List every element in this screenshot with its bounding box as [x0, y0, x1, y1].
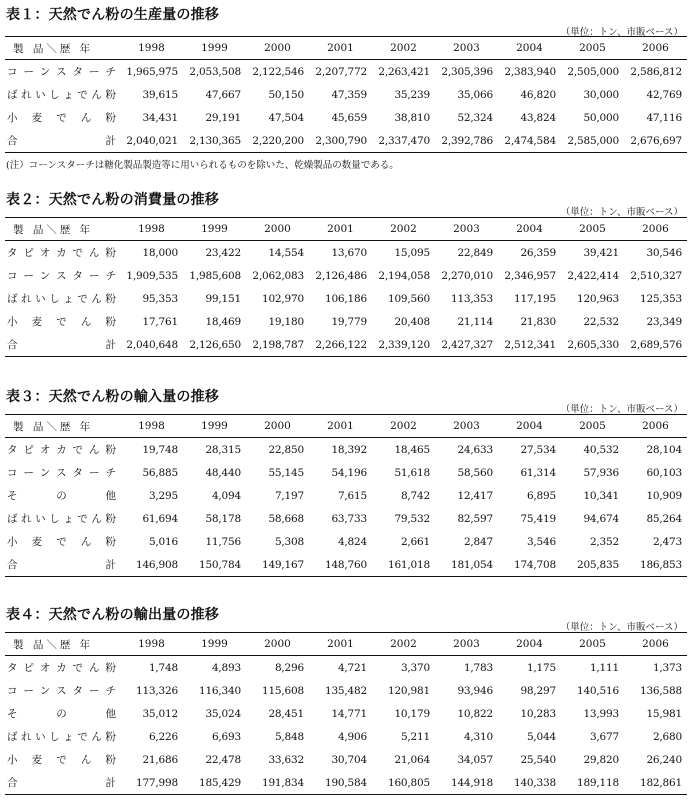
column-header-year: 2002 [372, 415, 435, 438]
data-cell: 43,824 [520, 111, 556, 124]
data-cell: 75,419 [520, 512, 556, 525]
data-cell: 12,417 [457, 489, 493, 502]
data-cell: 22,532 [583, 315, 619, 328]
data-cell: 52,324 [457, 111, 493, 124]
column-header-year: 2000 [246, 415, 309, 438]
data-cell: 2,847 [463, 535, 493, 548]
data-cell: 181,054 [435, 553, 498, 577]
data-cell: 30,704 [331, 753, 367, 766]
data-cell: 11,756 [205, 535, 241, 548]
column-header-year: 1999 [183, 218, 246, 241]
data-cell: 6,895 [526, 489, 556, 502]
row-label: ばれいしょでん粉 [7, 89, 116, 101]
data-cell: 82,597 [457, 512, 493, 525]
data-cell: 3,546 [526, 535, 556, 548]
table-row [5, 679, 687, 702]
data-cell: 2,053,508 [189, 65, 241, 78]
data-cell: 1,965,975 [126, 65, 178, 78]
data-cell: 14,554 [268, 246, 304, 259]
column-header-year: 2002 [372, 37, 435, 60]
column-header-year: 2000 [246, 218, 309, 241]
table-row [5, 241, 687, 265]
data-cell: 45,659 [331, 111, 367, 124]
table-row [5, 83, 687, 106]
data-cell: 3,295 [148, 489, 178, 502]
table-1-title: 表１：天然でん粉の生産量の推移 [6, 7, 219, 23]
table-row [5, 129, 687, 153]
data-cell: 205,835 [561, 553, 624, 577]
column-header-year: 2001 [309, 218, 372, 241]
column-header-year: 2005 [561, 218, 624, 241]
column-header-year: 2001 [309, 37, 372, 60]
column-header-year: 2001 [309, 633, 372, 656]
data-cell: 21,686 [142, 753, 178, 766]
column-header-year: 2004 [498, 633, 561, 656]
column-header-year: 2005 [561, 633, 624, 656]
data-cell: 2,337,470 [372, 129, 435, 153]
column-header-year: 2003 [435, 218, 498, 241]
table-2-title: 表２：天然でん粉の消費量の推移 [6, 192, 219, 208]
data-cell: 23,349 [646, 315, 682, 328]
row-label: コーンスターチ [7, 685, 116, 697]
data-cell: 26,240 [646, 753, 682, 766]
data-cell: 2,422,414 [567, 269, 619, 282]
data-cell: 2,427,327 [435, 333, 498, 357]
data-cell: 4,094 [211, 489, 241, 502]
data-cell: 19,180 [268, 315, 304, 328]
data-cell: 150,784 [183, 553, 246, 577]
data-cell: 28,315 [205, 443, 241, 456]
column-header-year: 2003 [435, 415, 498, 438]
data-cell: 21,830 [520, 315, 556, 328]
table-row [5, 333, 687, 357]
data-cell: 2,270,010 [441, 269, 493, 282]
column-header-year: 2000 [246, 37, 309, 60]
data-cell: 125,353 [639, 292, 682, 305]
data-cell: 13,670 [331, 246, 367, 259]
data-cell: 2,126,650 [183, 333, 246, 357]
table-2 [5, 217, 687, 357]
table-1-note: (注）コーンスターチは糖化製品製造等に用いられるものを除いた、乾燥製品の数量である。 [6, 160, 399, 171]
data-cell: 50,000 [583, 111, 619, 124]
data-cell: 2,040,648 [120, 333, 183, 357]
table-row [5, 60, 687, 84]
data-cell: 13,993 [583, 707, 619, 720]
data-cell: 30,546 [646, 246, 682, 259]
data-cell: 24,633 [457, 443, 493, 456]
table-3-unit: （単位：トン、市販ベース） [560, 404, 683, 415]
column-header-year: 2000 [246, 633, 309, 656]
data-cell: 56,885 [142, 466, 178, 479]
table-row [5, 656, 687, 680]
data-cell: 58,668 [268, 512, 304, 525]
data-cell: 5,044 [526, 730, 556, 743]
data-cell: 115,608 [261, 684, 304, 697]
row-label: タピオカでん粉 [7, 662, 116, 674]
column-header-product-year: 製 品＼歴 年 [5, 37, 120, 60]
table-row [5, 702, 687, 725]
data-cell: 1,373 [652, 661, 682, 674]
data-cell: 5,308 [274, 535, 304, 548]
data-cell: 102,970 [261, 292, 304, 305]
data-cell: 1,909,535 [126, 269, 178, 282]
row-label: 小麦でん粉 [7, 316, 116, 328]
row-label: その他 [7, 708, 116, 720]
data-cell: 34,057 [457, 753, 493, 766]
data-cell: 94,674 [583, 512, 619, 525]
data-cell: 2,207,772 [315, 65, 367, 78]
data-cell: 18,000 [142, 246, 178, 259]
table-row [5, 771, 687, 795]
data-cell: 58,178 [205, 512, 241, 525]
data-cell: 2,122,546 [252, 65, 304, 78]
data-cell: 2,300,790 [309, 129, 372, 153]
row-label: ばれいしょでん粉 [7, 293, 116, 305]
data-cell: 22,478 [205, 753, 241, 766]
data-cell: 18,469 [205, 315, 241, 328]
table-row [5, 287, 687, 310]
data-cell: 42,769 [646, 88, 682, 101]
data-cell: 35,012 [142, 707, 178, 720]
data-cell: 7,615 [337, 489, 367, 502]
data-cell: 50,150 [268, 88, 304, 101]
column-header-year: 1999 [183, 633, 246, 656]
data-cell: 47,359 [331, 88, 367, 101]
data-cell: 6,693 [211, 730, 241, 743]
data-cell: 7,197 [274, 489, 304, 502]
data-cell: 19,748 [142, 443, 178, 456]
data-cell: 4,906 [337, 730, 367, 743]
row-label: 小麦でん粉 [7, 112, 116, 124]
column-header-year: 2004 [498, 415, 561, 438]
data-cell: 161,018 [372, 553, 435, 577]
data-cell: 48,440 [205, 466, 241, 479]
data-cell: 61,314 [520, 466, 556, 479]
data-cell: 2,505,000 [567, 65, 619, 78]
table-3 [5, 414, 687, 577]
data-cell: 1,175 [526, 661, 556, 674]
column-header-year: 2003 [435, 633, 498, 656]
table-row [5, 264, 687, 287]
data-cell: 2,586,812 [630, 65, 682, 78]
column-header-year: 2001 [309, 415, 372, 438]
column-header-year: 2002 [372, 218, 435, 241]
data-cell: 98,297 [520, 684, 556, 697]
data-cell: 60,103 [646, 466, 682, 479]
data-cell: 46,820 [520, 88, 556, 101]
data-cell: 160,805 [372, 771, 435, 795]
data-cell: 116,340 [198, 684, 241, 697]
row-label: コーンスターチ [7, 270, 116, 282]
data-cell: 2,266,122 [309, 333, 372, 357]
row-label: ばれいしょでん粉 [7, 513, 116, 525]
data-cell: 109,560 [387, 292, 430, 305]
data-cell: 182,861 [624, 771, 687, 795]
column-header-year: 2005 [561, 415, 624, 438]
row-label: タピオカでん粉 [7, 247, 116, 259]
column-header-year: 1998 [120, 37, 183, 60]
table-row [5, 438, 687, 462]
row-label: 合計 [5, 771, 120, 795]
data-cell: 4,310 [463, 730, 493, 743]
table-4-title: 表４：天然でん粉の輸出量の推移 [6, 607, 219, 623]
table-row [5, 530, 687, 553]
data-cell: 99,151 [205, 292, 241, 305]
data-cell: 135,482 [324, 684, 367, 697]
data-cell: 2,194,058 [378, 269, 430, 282]
data-cell: 10,822 [457, 707, 493, 720]
data-cell: 54,196 [331, 466, 367, 479]
data-cell: 144,918 [435, 771, 498, 795]
column-header-year: 2002 [372, 633, 435, 656]
table-1 [5, 36, 687, 153]
data-cell: 27,534 [520, 443, 556, 456]
data-cell: 35,066 [457, 88, 493, 101]
data-cell: 120,963 [576, 292, 619, 305]
table-row [5, 748, 687, 771]
table-row [5, 461, 687, 484]
table-row [5, 310, 687, 333]
data-cell: 34,431 [142, 111, 178, 124]
table-3-title: 表３：天然でん粉の輸入量の推移 [6, 389, 219, 405]
data-cell: 189,118 [561, 771, 624, 795]
column-header-year: 1999 [183, 37, 246, 60]
data-cell: 39,421 [583, 246, 619, 259]
data-cell: 15,095 [394, 246, 430, 259]
data-cell: 5,211 [400, 730, 430, 743]
data-cell: 113,353 [450, 292, 493, 305]
header-row [5, 37, 687, 60]
data-cell: 95,353 [142, 292, 178, 305]
data-cell: 10,909 [646, 489, 682, 502]
data-cell: 15,981 [646, 707, 682, 720]
data-cell: 35,239 [394, 88, 430, 101]
data-cell: 93,946 [457, 684, 493, 697]
data-cell: 2,126,486 [315, 269, 367, 282]
table-2-unit: （単位：トン、市販ベース） [560, 207, 683, 218]
row-label: 小麦でん粉 [7, 754, 116, 766]
data-cell: 17,761 [142, 315, 178, 328]
column-header-year: 1999 [183, 415, 246, 438]
data-cell: 18,465 [394, 443, 430, 456]
row-label: コーンスターチ [7, 66, 116, 78]
data-cell: 4,893 [211, 661, 241, 674]
column-header-year: 2003 [435, 37, 498, 60]
data-cell: 10,179 [394, 707, 430, 720]
data-cell: 3,677 [589, 730, 619, 743]
data-cell: 30,000 [583, 88, 619, 101]
data-cell: 2,263,421 [378, 65, 430, 78]
row-label: 合計 [5, 129, 120, 153]
data-cell: 2,510,327 [630, 269, 682, 282]
column-header-year: 1998 [120, 415, 183, 438]
data-cell: 57,936 [583, 466, 619, 479]
data-cell: 2,220,200 [246, 129, 309, 153]
data-cell: 2,605,330 [561, 333, 624, 357]
data-cell: 1,783 [463, 661, 493, 674]
data-cell: 26,359 [520, 246, 556, 259]
data-cell: 2,130,365 [183, 129, 246, 153]
column-header-product-year: 製 品＼歴 年 [5, 218, 120, 241]
data-cell: 47,504 [268, 111, 304, 124]
table-4 [5, 632, 687, 795]
data-cell: 8,296 [274, 661, 304, 674]
data-cell: 4,721 [337, 661, 367, 674]
table-row [5, 725, 687, 748]
data-cell: 113,326 [135, 684, 178, 697]
row-label: 合計 [5, 333, 120, 357]
column-header-year: 2004 [498, 218, 561, 241]
data-cell: 2,062,083 [252, 269, 304, 282]
data-cell: 136,588 [639, 684, 682, 697]
data-cell: 10,341 [583, 489, 619, 502]
row-label: 合計 [5, 553, 120, 577]
data-cell: 10,283 [520, 707, 556, 720]
data-cell: 29,191 [205, 111, 241, 124]
column-header-year: 2005 [561, 37, 624, 60]
data-cell: 1,748 [148, 661, 178, 674]
column-header-year: 2006 [624, 37, 687, 60]
data-cell: 28,451 [268, 707, 304, 720]
data-cell: 20,408 [394, 315, 430, 328]
data-cell: 2,198,787 [246, 333, 309, 357]
table-row [5, 106, 687, 129]
data-cell: 2,473 [652, 535, 682, 548]
data-cell: 38,810 [394, 111, 430, 124]
data-cell: 149,167 [246, 553, 309, 577]
row-label: コーンスターチ [7, 467, 116, 479]
data-cell: 1,111 [589, 661, 619, 674]
data-cell: 2,346,957 [504, 269, 556, 282]
header-row [5, 218, 687, 241]
data-cell: 117,195 [513, 292, 556, 305]
data-cell: 3,370 [400, 661, 430, 674]
data-cell: 55,145 [268, 466, 304, 479]
data-cell: 47,116 [646, 111, 682, 124]
column-header-year: 2004 [498, 37, 561, 60]
data-cell: 19,779 [331, 315, 367, 328]
data-cell: 2,474,584 [498, 129, 561, 153]
data-cell: 4,824 [337, 535, 367, 548]
header-row [5, 633, 687, 656]
data-cell: 22,850 [268, 443, 304, 456]
data-cell: 146,908 [120, 553, 183, 577]
table-1-unit: （単位：トン、市販ベース） [560, 27, 683, 38]
header-row [5, 415, 687, 438]
data-cell: 14,771 [331, 707, 367, 720]
data-cell: 23,422 [205, 246, 241, 259]
data-cell: 33,632 [268, 753, 304, 766]
data-cell: 190,584 [309, 771, 372, 795]
column-header-year: 1998 [120, 218, 183, 241]
table-row [5, 553, 687, 577]
data-cell: 47,667 [205, 88, 241, 101]
data-cell: 2,585,000 [561, 129, 624, 153]
data-cell: 106,186 [324, 292, 367, 305]
column-header-product-year: 製 品＼歴 年 [5, 633, 120, 656]
data-cell: 2,383,940 [504, 65, 556, 78]
data-cell: 177,998 [120, 771, 183, 795]
data-cell: 29,820 [583, 753, 619, 766]
data-cell: 140,516 [576, 684, 619, 697]
row-label: 小麦でん粉 [7, 536, 116, 548]
data-cell: 58,560 [457, 466, 493, 479]
data-cell: 5,848 [274, 730, 304, 743]
data-cell: 185,429 [183, 771, 246, 795]
data-cell: 174,708 [498, 553, 561, 577]
data-cell: 2,305,396 [441, 65, 493, 78]
table-4-unit: （単位：トン、市販ベース） [560, 622, 683, 633]
data-cell: 2,352 [589, 535, 619, 548]
column-header-product-year: 製 品＼歴 年 [5, 415, 120, 438]
column-header-year: 2006 [624, 218, 687, 241]
data-cell: 40,532 [583, 443, 619, 456]
table-row [5, 507, 687, 530]
data-cell: 28,104 [646, 443, 682, 456]
data-cell: 63,733 [331, 512, 367, 525]
data-cell: 21,064 [394, 753, 430, 766]
data-cell: 51,618 [394, 466, 430, 479]
data-cell: 2,680 [652, 730, 682, 743]
data-cell: 22,849 [457, 246, 493, 259]
data-cell: 2,040,021 [120, 129, 183, 153]
data-cell: 2,676,697 [624, 129, 687, 153]
data-cell: 35,024 [205, 707, 241, 720]
table-row [5, 484, 687, 507]
data-cell: 191,834 [246, 771, 309, 795]
data-cell: 2,689,576 [624, 333, 687, 357]
row-label: その他 [7, 490, 116, 502]
column-header-year: 2006 [624, 415, 687, 438]
data-cell: 6,226 [148, 730, 178, 743]
data-cell: 1,985,608 [189, 269, 241, 282]
data-cell: 21,114 [457, 315, 493, 328]
data-cell: 39,615 [142, 88, 178, 101]
data-cell: 2,339,120 [372, 333, 435, 357]
data-cell: 25,540 [520, 753, 556, 766]
column-header-year: 2006 [624, 633, 687, 656]
data-cell: 61,694 [142, 512, 178, 525]
row-label: タピオカでん粉 [7, 444, 116, 456]
data-cell: 140,338 [498, 771, 561, 795]
data-cell: 85,264 [646, 512, 682, 525]
data-cell: 186,853 [624, 553, 687, 577]
data-cell: 2,661 [400, 535, 430, 548]
row-label: ばれいしょでん粉 [7, 731, 116, 743]
data-cell: 2,512,341 [498, 333, 561, 357]
data-cell: 8,742 [400, 489, 430, 502]
data-cell: 148,760 [309, 553, 372, 577]
data-cell: 5,016 [148, 535, 178, 548]
column-header-year: 1998 [120, 633, 183, 656]
data-cell: 120,981 [387, 684, 430, 697]
data-cell: 79,532 [394, 512, 430, 525]
data-cell: 18,392 [331, 443, 367, 456]
data-cell: 2,392,786 [435, 129, 498, 153]
